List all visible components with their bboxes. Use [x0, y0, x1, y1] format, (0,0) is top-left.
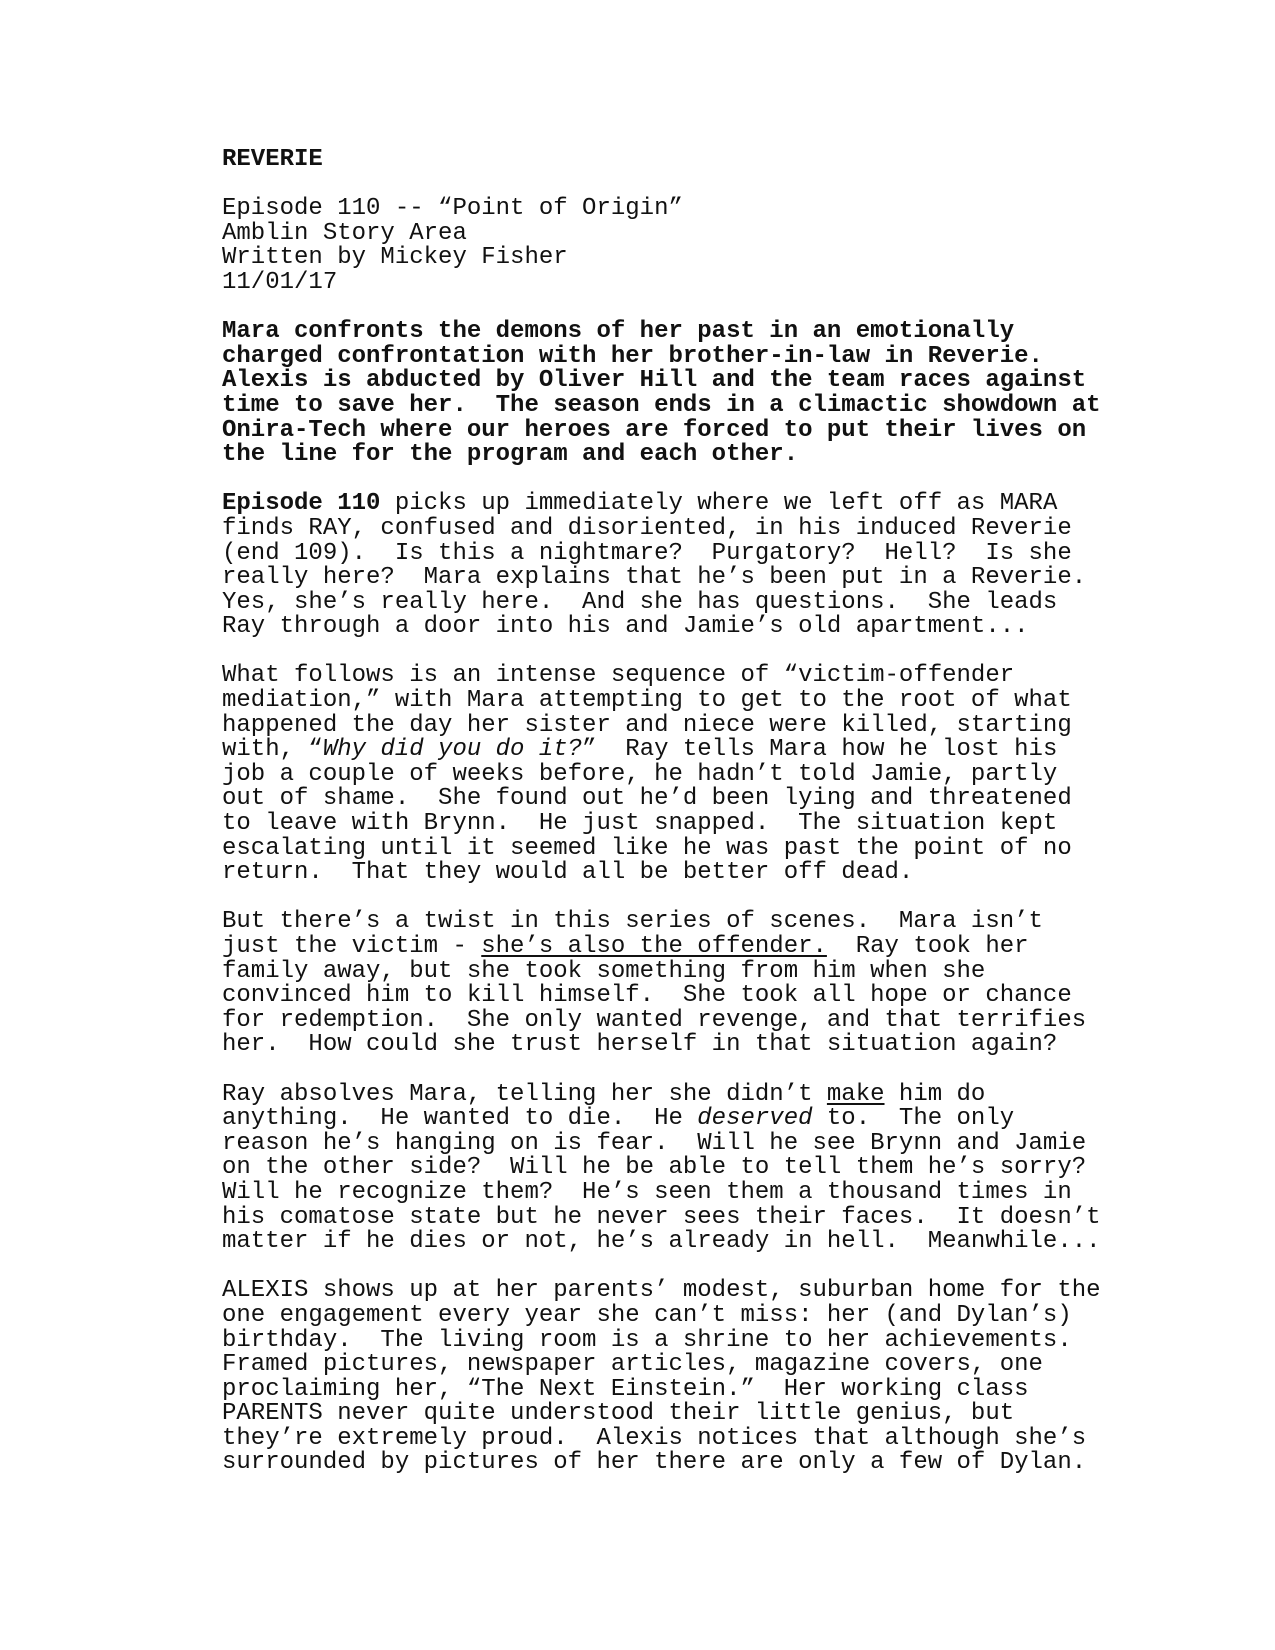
document-title: REVERIE: [222, 146, 323, 173]
text-run: with, “: [222, 736, 323, 764]
text-run: him do: [884, 1080, 986, 1108]
logline-line: Alexis is abducted by Oliver Hill and the team races against: [222, 367, 1087, 395]
paragraph-line: Framed pictures, newspaper articles, magazine covers, one: [222, 1351, 1043, 1379]
paragraph-line: mediation,” with Mara attempting to get to the root of what: [222, 687, 1072, 715]
paragraph-line: Yes, she’s really here. And she has questions. She leads: [222, 588, 1058, 616]
underlined-phrase: she’s also the offender.: [481, 933, 827, 960]
paragraph-line: escalating until it seemed like he was past the point of no: [222, 834, 1072, 862]
logline-line: time to save her. The season ends in a climactic showdown at: [222, 391, 1101, 419]
italic-quote: Why did you do it?: [322, 736, 583, 764]
paragraph-line: What follows is an intense sequence of “victim-offender: [222, 662, 1015, 690]
paragraph-line: [222, 738, 1122, 763]
paragraph-line: matter if he dies or not, he’s already in hell. Meanwhile...: [222, 1228, 1101, 1256]
date-line: 11/01/17: [222, 268, 338, 296]
paragraph-line: [222, 935, 1122, 960]
paragraph-line: surrounded by pictures of her there are only a few of Dylan.: [222, 1449, 1087, 1477]
paragraph-line: convinced him to kill himself. She took all hope or chance: [222, 982, 1072, 1010]
paragraph-line: for redemption. She only wanted revenge, and that terrifies: [222, 1006, 1087, 1034]
paragraph-line: to leave with Brynn. He just snapped. The situation kept: [222, 810, 1058, 838]
paragraph-line: Ray through a door into his and Jamie’s old apartment...: [222, 613, 1029, 641]
paragraph-line: [222, 1107, 1122, 1132]
paragraph-line: finds RAY, confused and disoriented, in his induced Reverie: [222, 514, 1072, 542]
paragraph-line: his comatose state but he never sees their faces. It doesn’t: [222, 1203, 1101, 1231]
paragraph-line: PARENTS never quite understood their little genius, but: [222, 1400, 1015, 1428]
paragraph-line: out of shame. She found out he’d been lying and threatened: [222, 785, 1072, 813]
studio-line: Amblin Story Area: [222, 219, 467, 247]
text-run: just the victim -: [222, 933, 482, 960]
episode-lead: Episode 110: [222, 490, 381, 518]
paragraph-line: proclaiming her, “The Next Einstein.” Her working class: [222, 1375, 1029, 1403]
paragraph-line: But there’s a twist in this series of scenes. Mara isn’t: [222, 908, 1043, 936]
underlined-word: make: [826, 1080, 885, 1108]
paragraph-line: on the other side? Will he be able to tell them he’s sorry?: [222, 1154, 1087, 1182]
text-run: anything. He wanted to die. He: [222, 1105, 698, 1133]
paragraph-line: (end 109). Is this a nightmare? Purgatory? Hell? Is she: [222, 539, 1072, 567]
paragraph-line: birthday. The living room is a shrine to her achievements.: [222, 1326, 1072, 1354]
paragraph-line: happened the day her sister and niece were killed, starting: [222, 711, 1072, 739]
paragraph-line: ALEXIS shows up at her parents’ modest, suburban home for the: [222, 1277, 1101, 1305]
logline-line: Mara confronts the demons of her past in an emotionally: [222, 318, 1015, 346]
paragraph-line: they’re extremely proud. Alexis notices that although she’s: [222, 1424, 1087, 1452]
treatment-body: [222, 148, 1122, 1476]
text-run: ” Ray tells Mara how he lost his: [582, 736, 1058, 764]
logline-line: charged confrontation with her brother-in-law in Reverie.: [222, 342, 1043, 370]
paragraph-line: [222, 492, 1122, 517]
logline-line: the line for the program and each other.: [222, 441, 799, 469]
text-run: picks up immediately where we left off as MARA: [380, 490, 1058, 518]
italic-word: deserved: [697, 1105, 813, 1133]
paragraph-line: return. That they would all be better off dead.: [222, 859, 914, 887]
paragraph-line: her. How could she trust herself in that situation again?: [222, 1031, 1058, 1059]
writer-line: Written by Mickey Fisher: [222, 244, 568, 272]
paragraph-line: Will he recognize them? He’s seen them a thousand times in: [222, 1178, 1072, 1206]
paragraph-line: one engagement every year she can’t miss: her (and Dylan’s): [222, 1301, 1072, 1329]
paragraph-line: reason he’s hanging on is fear. Will he see Brynn and Jamie: [222, 1129, 1087, 1157]
paragraph-line: [222, 1080, 1122, 1108]
text-run: Ray took her: [826, 933, 1029, 960]
episode-line: Episode 110 -- “Point of Origin”: [222, 195, 683, 223]
text-run: Ray absolves Mara, telling her she didn’t: [222, 1080, 827, 1108]
paragraph-line: job a couple of weeks before, he hadn’t told Jamie, partly: [222, 760, 1058, 788]
logline-line: Onira-Tech where our heroes are forced to put their lives on: [222, 416, 1087, 444]
paragraph-line: really here? Mara explains that he’s been put in a Reverie.: [222, 564, 1087, 592]
text-run: to. The only: [812, 1105, 1015, 1133]
paragraph-line: family away, but she took something from him when she: [222, 957, 986, 985]
